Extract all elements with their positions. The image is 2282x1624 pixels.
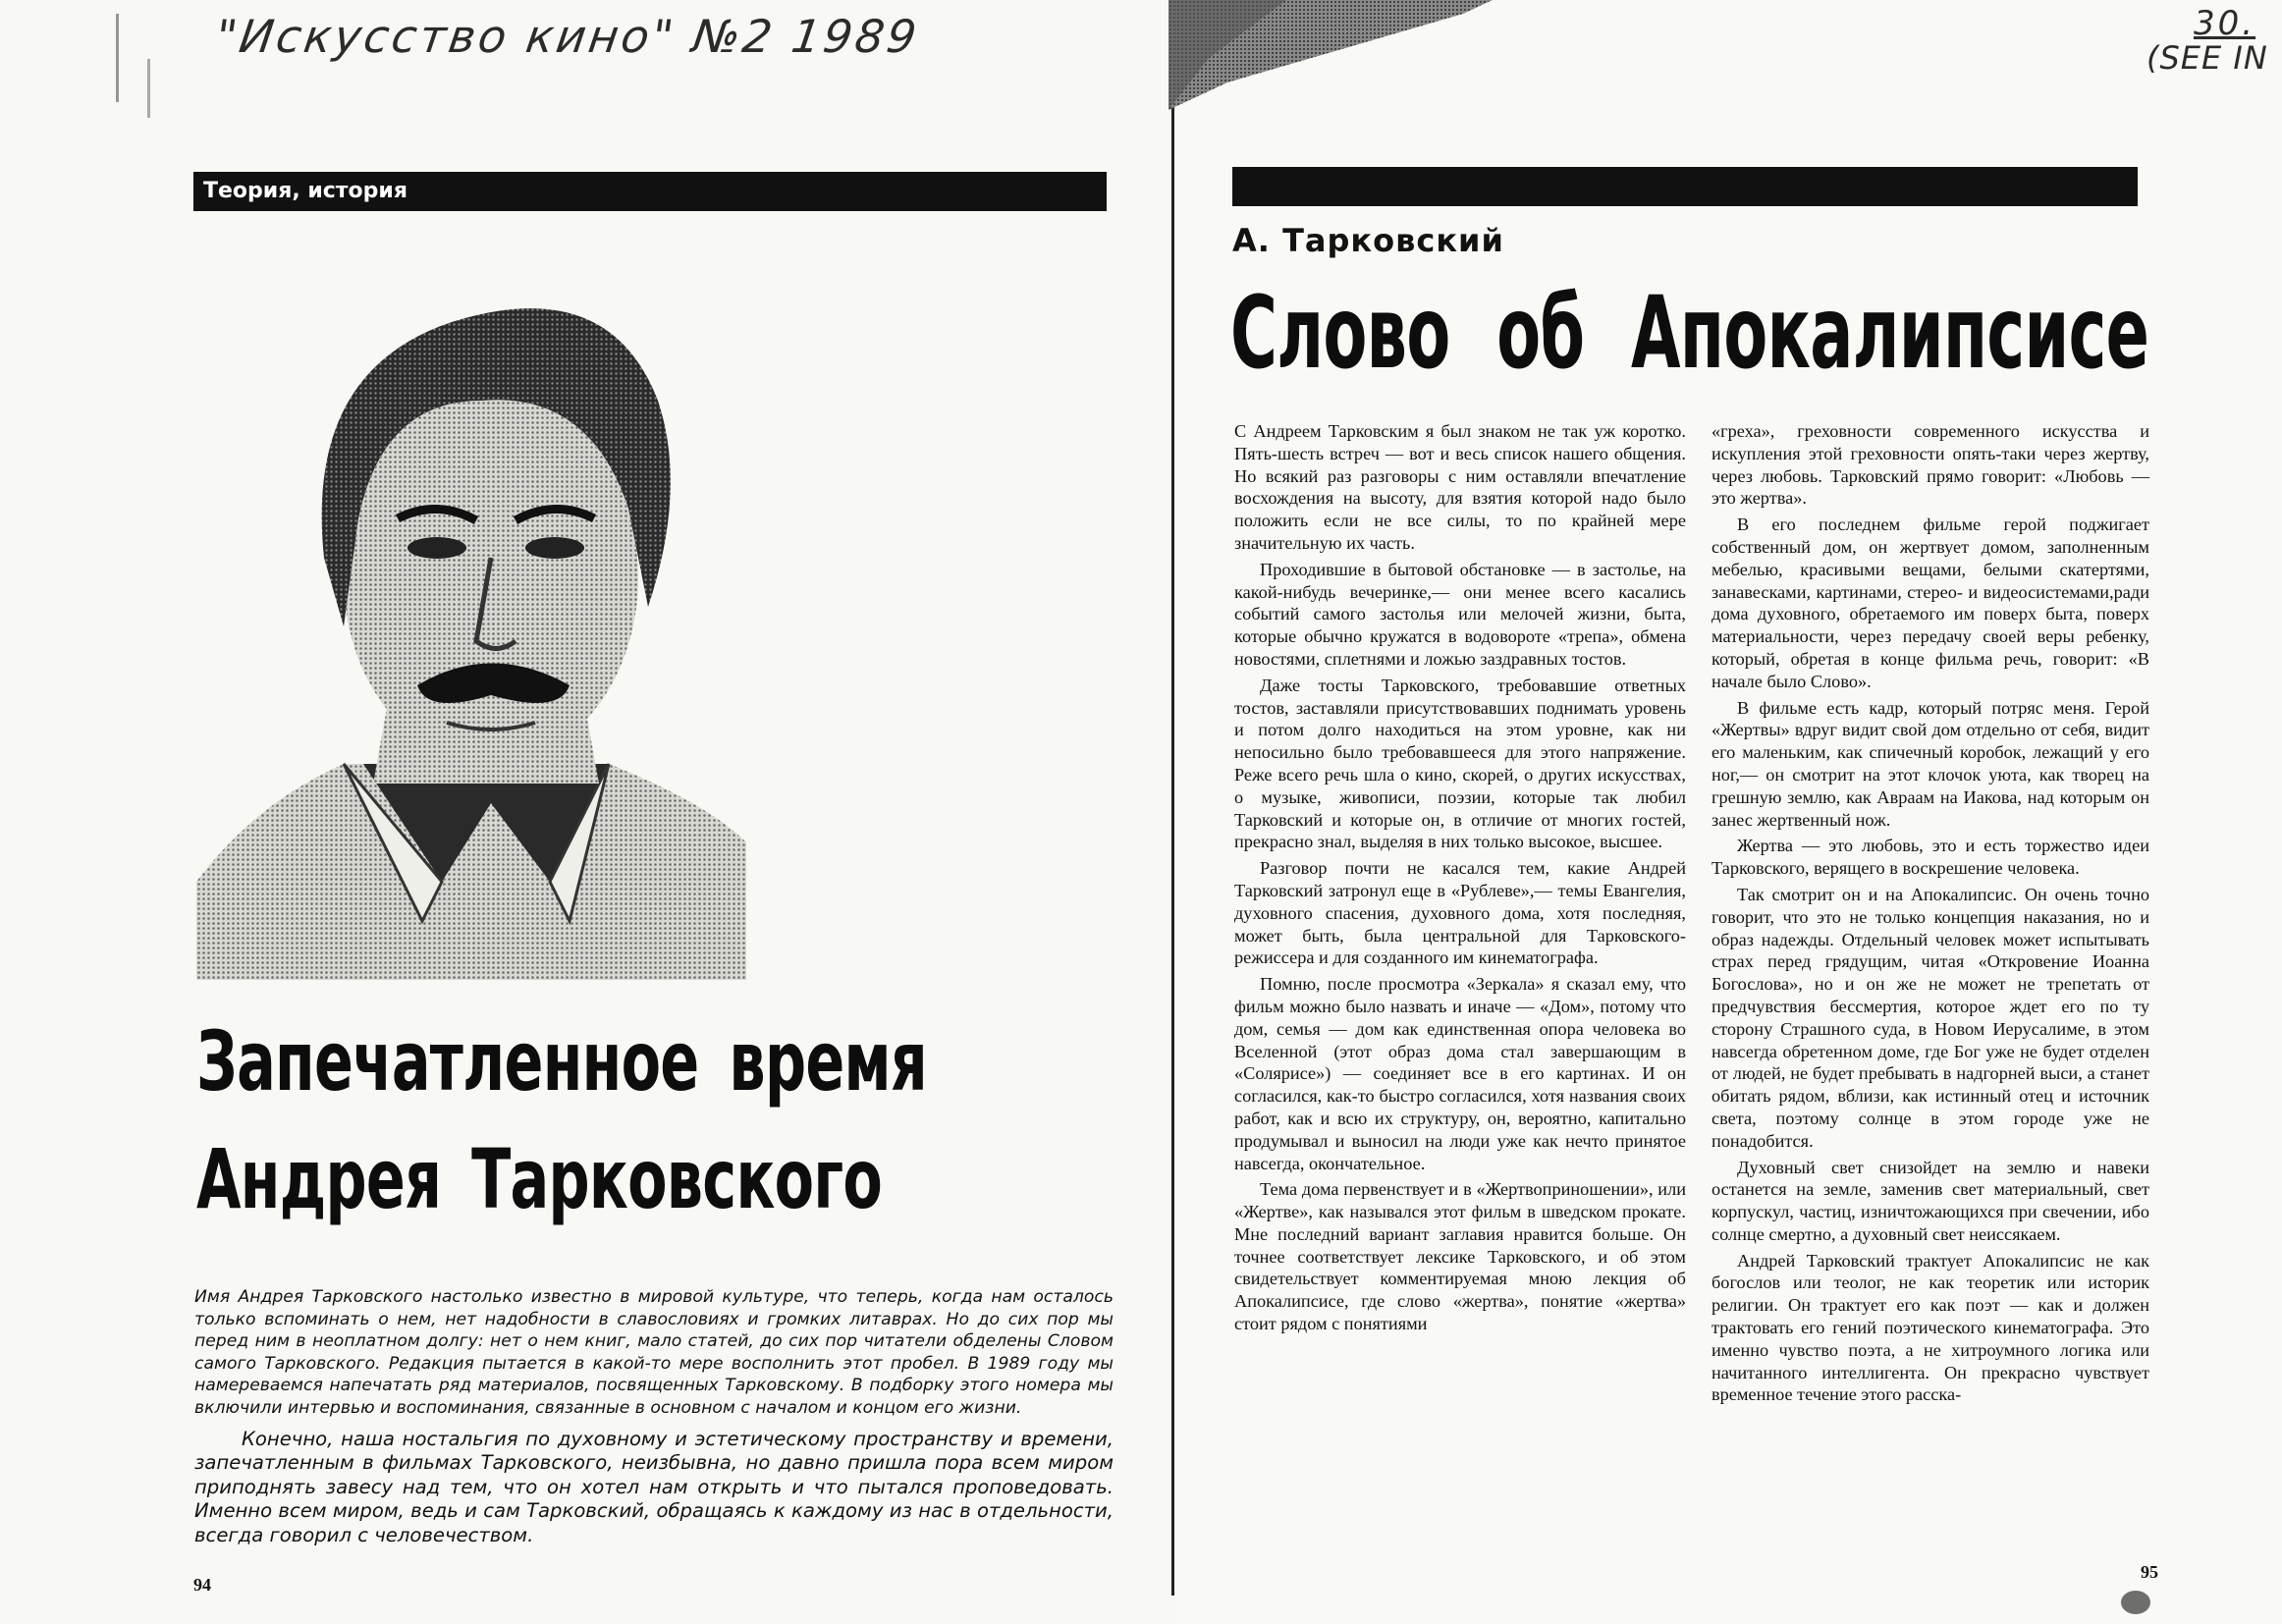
scan-speck (2121, 1591, 2150, 1614)
editorial-intro (194, 1286, 1114, 1548)
scan-speck (116, 14, 119, 102)
section-label: Теория, история (203, 179, 408, 203)
section-header-bar (193, 172, 1107, 211)
column-paragraph: «греха», греховности современного искусства и искупления этой греховности опять-таки через жертву, через любовь. Тарковский прямо говорит: «Любовь — это жертва». (1712, 421, 2149, 509)
article-author: А. Тарковский (1232, 222, 1504, 259)
handwritten-see-in-note: (SEE IN (2146, 39, 2268, 77)
handwritten-source-note: "Искусство кино" №2 1989 (212, 10, 923, 63)
section-header-bar-right (1232, 167, 2138, 206)
column-paragraph: Проходившие в бытовой обстановке — в застолье, на какой-нибудь вечеринке,— они менее всего касались событий самого застолья или мелочей жизни, быта, которые обычно кружатся в водовороте «трепа», обмена новостями, сплетнями и ложью заздравных тостов. (1234, 559, 1686, 669)
column-paragraph: Тема дома первенствует и в «Жертвоприношении», или «Жертве», как назывался этот фильм в шведском прокате. Мне последний вариант заглавия нравится больше. Он точнее соответствует лексике Тарковского, и об этом свидетельствует комментируемая мною лекция об Апокалипсисе, где слово «жертва», понятие «жертва» стоит рядом с понятиями (1234, 1179, 1686, 1334)
page-number-right: 95 (2141, 1562, 2158, 1582)
column-paragraph: Андрей Тарковский трактует Апокалипсис не как богослов или теолог, не как теоретик или историк религии. Он трактует его как поэт — как и должен трактовать его гений поэтического кинематографа. Это именно чувство поэта, а не хитроумного логика или начитанного интеллигента. Он прекрасно чувствует временное течение этого расска- (1712, 1250, 2149, 1405)
handwritten-page-number: 30. (2194, 4, 2256, 43)
column-paragraph: Так смотрит он и на Апокалипсис. Он очень точно говорит, что это не только концепция наказания, но и образ надежды. Отдельный человек может испытывать страх перед грядущим, читая «Откровение Иоанна Богослова», но и он же не может не трепетать от предчувствия бессмертия, которое ждет его по ту сторону Страшного суда, в Новом Иерусалиме, в этом навсегда обретенном доме, где Бог уже не будет отделен от людей, не будет пребывать в надгорней выси, а станет обитать рядом, вблизи, как истинный отец и источник света, поэтому солнце в этом городе уже не понадобится. (1712, 884, 2149, 1151)
column-paragraph: Разговор почти не касался тем, какие Андрей Тарковский затронул еще в «Рублеве»,— темы Евангелия, духовного спасения, духовного дома, хотя последняя, может быть, была центральной для Тарковского-режиссера и для созданного им кинематографа. (1234, 858, 1686, 968)
column-paragraph: Даже тосты Тарковского, требовавшие ответных тостов, заставляли присутствовавших поднимать уровень и потом долго находиться на этом уровне, как ни непосильно было требовавшееся для этого напряжение. Реже всего речь шла о кино, скорей, о других искусствах, о музыке, живописи, поэзии, которые так любил Тарковский и которые он, в отличие от многих гостей, прекрасно знал, выделяя в них только высокое, высшее. (1234, 675, 1686, 852)
article-column-1 (1234, 420, 1686, 1339)
intro-paragraph: Конечно, наша ностальгия по духовному и эстетическому пространству и времени, запечатленным в фильмах Тарковского, неизбывна, но давно пришла пора всем миром приподнять завесу над тем, что он хотел нам открыть и что пытался проповедовать. Именно всем миром, ведь и сам Тарковский, обращаясь к каждому из нас в отдельности, всегда говорил с человечеством. (194, 1427, 1114, 1546)
article-column-2 (1712, 420, 2149, 1410)
column-paragraph: В фильме есть кадр, который потряс меня. Герой «Жертвы» вдруг видит свой дом отдельно от себя, видит его маленьким, как спичечный коробок, лежащий у его ног,— он смотрит на этот клочок уюта, как творец на грешную землю, как Авраам на Иакова, над которым он занес жертвенный нож. (1712, 697, 2149, 830)
main-headline-line-2: Андрея Тарковского (196, 1131, 883, 1227)
column-paragraph: С Андреем Тарковским я был знаком не так уж коротко. Пять-шесть встреч — вот и весь список нашего общения. Но всякий раз разговоры с ним оставляли впечатление восхождения на высоту, для взятия которой надо было положить если не все силы, то по крайней мере значительную их часть. (1234, 421, 1686, 553)
article-title: Слово об Апокалипсисе (1230, 275, 2149, 392)
intro-paragraph: Имя Андрея Тарковского настолько известно в мировой культуре, что теперь, когда нам осталось только вспоминать о нем, нет надобности в славословиях и громких литаврах. Но до сих пор мы перед ним в неоплатном долгу: нет о нем книг, мало статей, до сих пор читатели обделены Словом самого Тарковского. Редакция пытается в какой-то мере восполнить этот пробел. В 1989 году мы намереваемся напечатать ряд материалов, посвященных Тарковскому. В подборку этого номера мы включили интервью и воспоминания, связанные в основном с началом и концом его жизни. (194, 1287, 1114, 1418)
scan-speck (147, 59, 150, 118)
main-headline-line-1: Запечатленное время (196, 1013, 927, 1110)
page-number-left: 94 (193, 1575, 211, 1595)
column-paragraph: В его последнем фильме герой поджигает собственный дом, он жертвует домом, заполненным мебелью, красивыми вещами, белыми скатертями, занавесками, картинами, стерео- и видеосистемами,ради дома духовного, обретаемого им поверх быта, поверх материальности, через передачу своей веры ребенку, который, обретая в конце фильма речь, говорит: «В начале было Слово». (1712, 514, 2149, 691)
column-paragraph: Духовный свет снизойдет на землю и навеки останется на земле, заменив свет материальный, свет корпускул, частиц, изничтожающихся при свечении, ибо солнце смертно, а духовный свет неиссякаем. (1712, 1157, 2149, 1244)
page-gutter (1171, 93, 1174, 1596)
column-paragraph: Жертва — это любовь, это и есть торжество идеи Тарковского, верящего в воскрешение человека. (1712, 836, 2149, 879)
scan-shadow-corner (1168, 0, 1493, 118)
column-paragraph: Помню, после просмотра «Зеркала» я сказал ему, что фильм можно было назвать и иначе — «Дом», потому что дом, семья — дом как единственная опора человека во Вселенной (этот образ дома стал завершающим в «Солярисе») — соединяет все в его картинах. И он согласился, как-то быстро согласился, хотя названия своих работ, как и всю их структуру, он, вероятно, капитально продумывал и выносил на люди уже как нечто принятое навсегда, окончательное. (1234, 974, 1686, 1173)
portrait-photo (196, 253, 746, 980)
